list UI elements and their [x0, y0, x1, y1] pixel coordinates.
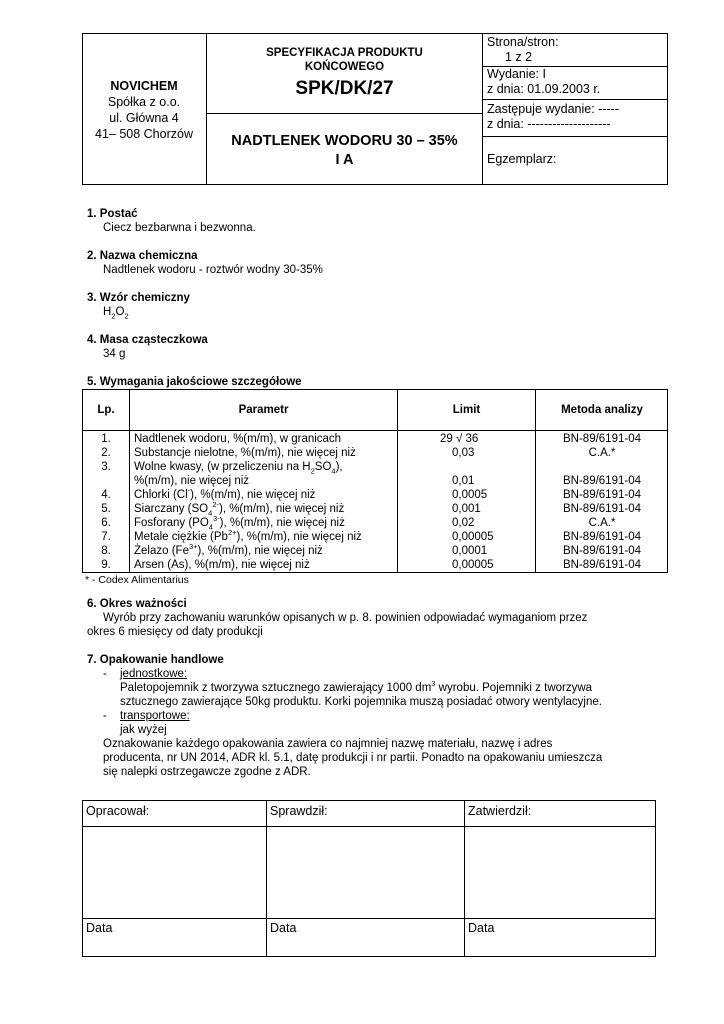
table-col-divider-2: [397, 389, 398, 573]
lp-7: 7.: [101, 531, 111, 543]
spec-title-line2: KOŃCOWEGO: [304, 61, 385, 73]
param-3-text-a: Wolne kwasy, (w przeliczeniu na H: [134, 461, 311, 473]
section-4-title: 4. Masa cząsteczkowa: [87, 334, 208, 346]
approved-date-label: Data: [468, 921, 495, 935]
limit-8: 0,0001: [452, 545, 488, 557]
param-3-cont: %(m/m), nie więcej niż: [134, 475, 250, 487]
limit-7: 0,00005: [452, 531, 494, 543]
param-6-sup: 3-: [212, 514, 220, 524]
dash-1: -: [103, 668, 107, 680]
product-name: [207, 132, 482, 170]
copy-label: Egzemplarz:: [487, 152, 557, 166]
marking-line1: Oznakowanie każdego opakowania zawiera co najmniej nazwę materiału, nazwę i adres: [103, 738, 553, 750]
unit-packaging-label: jednostkowe:: [120, 668, 188, 680]
method-1: BN-89/6191-04: [563, 433, 641, 445]
th-limit: Limit: [452, 404, 481, 416]
page-info: [487, 35, 559, 65]
param-5: [134, 502, 344, 516]
prepared-label: Opracował:: [86, 804, 150, 818]
param-6-text-b: ), %(m/m), nie więcej niż: [219, 517, 345, 529]
spec-title: [207, 46, 482, 74]
header-mid-line: [206, 113, 482, 114]
param-3-text-b: SO: [314, 461, 332, 473]
company-block: [83, 78, 205, 142]
product-name-line1: NADTLENEK WODORU 30 – 35%: [231, 133, 458, 149]
header-right-line-2: [482, 99, 668, 100]
product-name-line2: I A: [335, 152, 354, 168]
th-lp: Lp.: [97, 404, 115, 416]
lp-2: 2.: [101, 447, 111, 459]
edition-date: z dnia: 01.09.2003 r.: [487, 82, 601, 96]
limit-2: 0,03: [452, 447, 475, 459]
signoff-top-line: [82, 826, 656, 827]
section-1-title: 1. Postać: [87, 208, 138, 220]
param-6-sub: 4: [208, 522, 213, 532]
limit-6: 0,02: [452, 517, 475, 529]
page-label: Strona/stron:: [487, 35, 559, 49]
unit-packaging-line2: sztucznego zawierające 50kg produktu. Korki pojemnika muszą posiadać otwory wentylacyjne.: [120, 696, 602, 708]
method-8: BN-89/6191-04: [563, 545, 641, 557]
param-9: Arsen (As), %(m/m), nie więcej niż: [134, 559, 310, 571]
param-5-sup: 2-: [212, 500, 219, 510]
unit-packaging-line1: [120, 679, 593, 694]
lp-6: 6.: [101, 517, 111, 529]
table-header-line: [82, 430, 668, 431]
limit-3: 0,01: [452, 475, 475, 487]
limit-9: 0,00005: [452, 559, 494, 571]
edition-label: Wydanie: I: [487, 67, 546, 81]
lp-8: 8.: [101, 545, 111, 557]
replaces-label: Zastępuje wydanie: -----: [487, 102, 619, 116]
th-parameter: Parametr: [238, 404, 289, 416]
company-name: NOVICHEM: [110, 79, 178, 93]
param-8-text-a: Żelazo (Fe: [134, 545, 189, 557]
spec-title-line1: SPECYFIKACJA PRODUKTU: [266, 47, 423, 59]
param-6: [134, 516, 345, 530]
checked-label: Sprawdził:: [270, 804, 328, 818]
param-5-text-a: Siarczany (SO: [134, 503, 209, 515]
method-2: C.A.*: [588, 447, 616, 459]
param-2: Substancje nielotne, %(m/m), nie więcej niż: [134, 447, 356, 459]
section-3-title: 3. Wzór chemiczny: [87, 292, 190, 304]
lp-9: 9.: [101, 559, 111, 571]
unit-line1-b: wyrobu. Pojemniki z tworzywa: [435, 682, 593, 694]
checked-date-label: Data: [270, 921, 297, 935]
header-divider-2: [482, 33, 483, 185]
param-5-text-b: ), %(m/m), nie więcej niż: [218, 503, 345, 515]
section-4-body: 34 g: [103, 348, 126, 360]
company-line3: ul. Główna 4: [109, 111, 179, 125]
table-col-divider-1: [129, 389, 130, 573]
signoff-divider-1: [266, 800, 267, 957]
lp-4: 4.: [101, 489, 111, 501]
param-3-text-c: ),: [335, 461, 343, 473]
formula-sub-1: 2: [111, 311, 116, 321]
param-3-sub2: 4: [331, 466, 336, 476]
method-6: C.A.*: [588, 517, 616, 529]
replaces-info: [487, 102, 619, 132]
method-3: BN-89/6191-04: [563, 475, 641, 487]
limit-1: 29 √ 36: [440, 433, 479, 445]
lp-3: 3.: [101, 461, 111, 473]
formula-part-h: H: [103, 306, 112, 318]
param-7: [134, 530, 362, 544]
marking-line2: producenta, nr UN 2014, ADR kl. 5.1, datę produkcji i nr partii. Ponadto na opakowaniu umieszcza: [103, 752, 603, 764]
chemical-formula: [103, 306, 129, 321]
method-9: BN-89/6191-04: [563, 559, 641, 571]
signoff-table: [82, 800, 656, 957]
signoff-divider-2: [464, 800, 465, 957]
header-right-line-3: [482, 136, 668, 137]
param-1: Nadtlenek wodoru, %(m/m), w granicach: [134, 433, 342, 445]
section-1-body: Ciecz bezbarwna i bezwonna.: [103, 222, 256, 234]
marking-line3: się nalepki ostrzegawcze zgodne z ADR.: [103, 766, 311, 778]
page-value: 1 z 2: [505, 50, 533, 64]
document-code: SPK/DK/27: [295, 78, 394, 99]
method-4: BN-89/6191-04: [563, 489, 641, 501]
method-7: BN-89/6191-04: [563, 531, 641, 543]
lp-1: 1.: [101, 433, 111, 445]
lp-5: 5.: [101, 503, 111, 515]
unit-line1-sup: 3: [431, 679, 436, 689]
formula-part-o: O: [115, 306, 125, 318]
param-3: [134, 460, 343, 474]
method-5: BN-89/6191-04: [563, 503, 641, 515]
section-5-title: 5. Wymagania jakościowe szczegółowe: [87, 376, 302, 388]
param-3-sub: 2: [310, 466, 315, 476]
transport-packaging-body: jak wyżej: [120, 724, 167, 736]
limit-4: 0,0005: [452, 489, 488, 501]
company-line2: Spółka z o.o.: [107, 95, 181, 109]
edition-info: [487, 67, 600, 97]
approved-label: Zatwierdził:: [468, 804, 532, 818]
param-8-sup: 3+: [188, 542, 198, 552]
param-8: [134, 544, 323, 558]
signoff-date-line: [82, 918, 656, 919]
param-7-text-b: ), %(m/m), nie więcej niż: [236, 531, 362, 543]
dash-2: -: [103, 710, 107, 722]
company-line4: 41– 508 Chorzów: [95, 127, 193, 141]
prepared-date-label: Data: [86, 921, 113, 935]
replaces-date: z dnia: --------------------: [487, 117, 611, 131]
param-7-text-a: Metale ciężkie (Pb: [134, 531, 228, 543]
param-4-text-b: ), %(m/m), nie więcej niż: [190, 489, 316, 501]
section-7-title: 7. Opakowanie handlowe: [87, 654, 224, 666]
th-method: Metoda analizy: [561, 404, 643, 416]
limit-5: 0,001: [452, 503, 481, 515]
section-2-title: 2. Nazwa chemiczna: [87, 250, 198, 262]
table-footnote: * - Codex Alimentarius: [85, 574, 189, 586]
section-6-title: 6. Okres ważności: [87, 598, 187, 610]
section-6-line1: Wyrób przy zachowaniu warunków opisanych w p. 8. powinien odpowiadać wymaganiom przez: [103, 612, 588, 624]
param-4-text-a: Chlorki (Cl: [134, 489, 188, 501]
param-8-text-b: ), %(m/m), nie więcej niż: [197, 545, 323, 557]
section-2-body: Nadtlenek wodoru - roztwór wodny 30-35%: [103, 264, 323, 276]
formula-sub-2: 2: [124, 311, 129, 321]
param-4-sup: -: [187, 486, 191, 496]
unit-line1-a: Paletopojemnik z tworzywa sztucznego zawierający 1000 dm: [120, 682, 432, 694]
section-6-line2: okres 6 miesięcy od daty produkcji: [87, 626, 263, 638]
param-6-text-a: Fosforany (PO: [134, 517, 209, 529]
param-5-sub: 4: [208, 508, 213, 518]
param-4: [134, 488, 315, 502]
param-7-sup: 2+: [227, 528, 237, 538]
transport-packaging-label: transportowe:: [120, 710, 190, 722]
